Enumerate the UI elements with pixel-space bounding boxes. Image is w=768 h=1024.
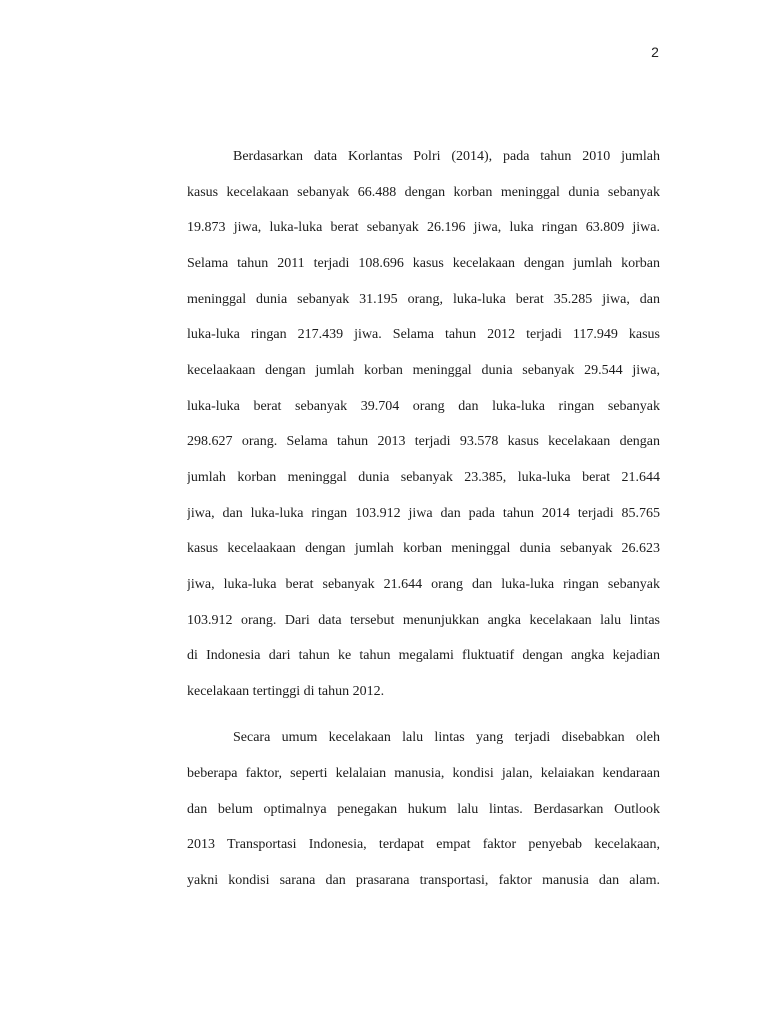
paragraph-1-line-12: kasus kecelaakaan dengan jumlah korban meninggal dunia sebanyak 26.623 (187, 541, 660, 556)
paragraph-1-line-6: luka-luka ringan 217.439 jiwa. Selama tahun 2012 terjadi 117.949 kasus (187, 327, 660, 342)
paragraph-1-line-9: 298.627 orang. Selama tahun 2013 terjadi 93.578 kasus kecelakaan dengan (187, 434, 660, 449)
paragraph-2-line-5: yakni kondisi sarana dan prasarana transportasi, faktor manusia dan alam. (187, 873, 660, 888)
paragraph-1-line-2: kasus kecelakaan sebanyak 66.488 dengan korban meninggal dunia sebanyak (187, 185, 660, 200)
paragraph-2-line-1: Secara umum kecelakaan lalu lintas yang terjadi disebabkan oleh (233, 730, 660, 745)
paragraph-1-line-4: Selama tahun 2011 terjadi 108.696 kasus kecelakaan dengan jumlah korban (187, 256, 660, 271)
paragraph-1-line-5: meninggal dunia sebanyak 31.195 orang, luka-luka berat 35.285 jiwa, dan (187, 292, 660, 307)
paragraph-1-line-16: kecelakaan tertinggi di tahun 2012. (187, 684, 385, 699)
paragraph-1-line-8: luka-luka berat sebanyak 39.704 orang dan luka-luka ringan sebanyak (187, 399, 660, 414)
paragraph-1-line-3: 19.873 jiwa, luka-luka berat sebanyak 26.196 jiwa, luka ringan 63.809 jiwa. (187, 220, 660, 235)
paragraph-1-line-10: jumlah korban meninggal dunia sebanyak 23.385, luka-luka berat 21.644 (187, 470, 660, 485)
paragraph-1-line-14: 103.912 orang. Dari data tersebut menunjukkan angka kecelakaan lalu lintas (187, 613, 660, 628)
paragraph-1-line-1: Berdasarkan data Korlantas Polri (2014), pada tahun 2010 jumlah (233, 149, 660, 164)
paragraph-1-line-13: jiwa, luka-luka berat sebanyak 21.644 orang dan luka-luka ringan sebanyak (187, 577, 660, 592)
page-number: 2 (651, 44, 659, 60)
paragraph-1-line-15: di Indonesia dari tahun ke tahun megalami fluktuatif dengan angka kejadian (187, 648, 660, 663)
paragraph-2-line-4: 2013 Transportasi Indonesia, terdapat empat faktor penyebab kecelakaan, (187, 837, 660, 852)
paragraph-1-line-7: kecelaakaan dengan jumlah korban meninggal dunia sebanyak 29.544 jiwa, (187, 363, 660, 378)
paragraph-1-line-11: jiwa, dan luka-luka ringan 103.912 jiwa dan pada tahun 2014 terjadi 85.765 (187, 506, 660, 521)
paragraph-2-line-3: dan belum optimalnya penegakan hukum lalu lintas. Berdasarkan Outlook (187, 802, 660, 817)
paragraph-2-line-2: beberapa faktor, seperti kelalaian manusia, kondisi jalan, kelaiakan kendaraan (187, 766, 660, 781)
